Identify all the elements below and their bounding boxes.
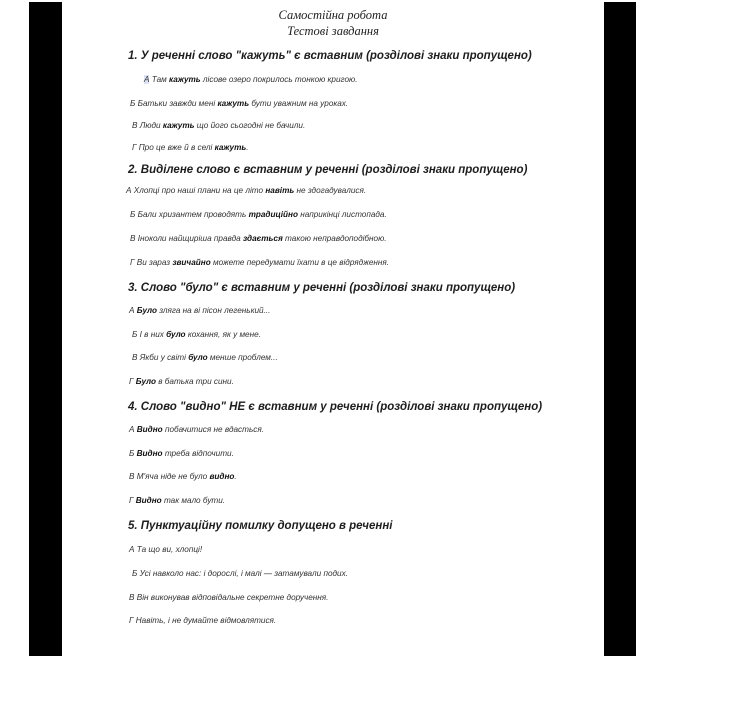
option-text-end: що його сьогодні не бачили. (194, 121, 306, 130)
option-keyword: навіть (265, 186, 295, 195)
option-text: Якби у світі (137, 353, 189, 362)
question-4-option-3[interactable] (129, 472, 237, 481)
question-1-title: 1. У реченні слово "кажуть" є вставним (розділові знаки пропущено) (128, 50, 532, 62)
option-letter: В (129, 593, 135, 602)
question-1-option-3[interactable] (132, 121, 305, 130)
option-letter: В (130, 234, 136, 243)
option-keyword: звичайно (172, 258, 211, 267)
option-keyword: Видно (135, 496, 162, 505)
option-text-end: побачитися не вдасться. (162, 425, 264, 434)
question-5-option-2[interactable] (132, 569, 348, 578)
option-text-end: в батька три сини. (155, 377, 234, 386)
doc-title: Самостійна робота (278, 8, 388, 22)
option-letter: В (132, 121, 138, 130)
option-text-end: зляга на ві пісон легенький... (156, 306, 271, 315)
option-keyword: Було (135, 377, 156, 386)
option-text: Про це вже й в селі (136, 143, 215, 152)
question-2-option-4[interactable] (130, 258, 389, 267)
option-text-end: бути уважним на уроках. (249, 99, 349, 108)
option-text: Він виконував відповідальне секретне доручення. (134, 593, 329, 602)
question-1-option-2[interactable] (130, 99, 348, 108)
option-text-end: . (246, 143, 249, 152)
question-1-option-1[interactable] (144, 75, 357, 84)
question-5-option-3[interactable] (129, 593, 328, 602)
question-3-option-4[interactable] (129, 377, 234, 386)
option-letter: Г (130, 258, 135, 267)
question-3-option-1[interactable] (129, 306, 270, 315)
doc-subtitle: Тестові завдання (287, 24, 379, 38)
option-keyword: було (166, 330, 186, 339)
option-text-end: такою неправдоподібною. (282, 234, 387, 243)
question-5-title: 5. Пунктуаційну помилку допущено в реченні (128, 520, 393, 532)
option-keyword: Видно (136, 449, 163, 458)
option-keyword: кажуть (162, 121, 195, 130)
question-2-title: 2. Виділене слово є вставним у реченні (розділові знаки пропущено) (128, 164, 528, 176)
option-text: Бали хризантем проводять (135, 210, 249, 219)
option-text-end: не здогадувалися. (294, 186, 367, 195)
option-letter: Б (130, 99, 136, 108)
option-keyword: кажуть (214, 143, 247, 152)
question-2-option-1[interactable] (126, 186, 366, 195)
option-letter: А (129, 425, 135, 434)
option-text-end: так мало бути. (161, 496, 226, 505)
option-letter: Б (129, 449, 135, 458)
option-keyword: кажуть (169, 75, 201, 84)
question-1-option-4[interactable] (132, 143, 249, 152)
option-letter: Г (129, 496, 134, 505)
option-keyword: Видно (136, 425, 163, 434)
option-letter: А (126, 186, 132, 195)
option-text: Навіть, і не думайте відмовлятися. (133, 616, 277, 625)
question-3-option-3[interactable] (132, 353, 278, 362)
question-4-option-4[interactable] (129, 496, 225, 505)
option-text-end: можете передумати їхати в це відрядження. (210, 258, 390, 267)
option-text-end: . (234, 472, 237, 481)
option-keyword: Було (136, 306, 157, 315)
question-4-title: 4. Слово "видно" НЕ є вставним у реченні (розділові знаки пропущено) (128, 401, 543, 413)
option-text-end: наприкінці листопада. (297, 210, 387, 219)
option-text: М'яча ніде не було (134, 472, 210, 481)
option-letter: А (129, 306, 135, 315)
option-text-end: менше проблем... (207, 353, 278, 362)
option-text: Ви зараз (134, 258, 173, 267)
document-page (62, 2, 604, 656)
option-text: Іноколи найщиріша правда (135, 234, 243, 243)
option-letter: Г (129, 616, 134, 625)
option-text-end: треба відпочити. (162, 449, 234, 458)
option-letter: А (129, 545, 135, 554)
option-keyword: видно (209, 472, 235, 481)
option-keyword: кажуть (217, 99, 250, 108)
option-letter: Б (132, 569, 138, 578)
option-text: Батьки завжди мені (135, 99, 218, 108)
question-2-option-3[interactable] (130, 234, 387, 243)
option-text: Хлопці про наші плани на це літо (131, 186, 266, 195)
option-text-end: кохання, як у мене. (185, 330, 261, 339)
option-text: І в них (137, 330, 167, 339)
option-letter: В (129, 472, 135, 481)
option-letter: Б (132, 330, 138, 339)
question-5-option-1[interactable] (129, 545, 202, 554)
option-letter: В (132, 353, 138, 362)
option-letter: Б (130, 210, 136, 219)
question-4-option-1[interactable] (129, 425, 264, 434)
option-keyword: традиційно (248, 210, 298, 219)
option-text: Та що ви, хлопці! (134, 545, 203, 554)
option-letter: Г (132, 143, 137, 152)
option-letter: Г (129, 377, 134, 386)
question-5-option-4[interactable] (129, 616, 276, 625)
option-text: Там (149, 75, 170, 84)
question-2-option-2[interactable] (130, 210, 387, 219)
option-text: Люди (137, 121, 163, 130)
option-letter: А (144, 75, 150, 84)
question-4-option-2[interactable] (129, 449, 234, 458)
question-3-title: 3. Слово "було" є вставним у реченні (розділові знаки пропущено) (128, 282, 516, 294)
option-text: Усі навколо нас: і дорослі, і малі — затамували подих. (137, 569, 348, 578)
option-keyword: здається (242, 234, 283, 243)
option-keyword: було (188, 353, 208, 362)
question-3-option-2[interactable] (132, 330, 261, 339)
option-text-end: лісове озеро покрилось тонкою кригою. (200, 75, 358, 84)
